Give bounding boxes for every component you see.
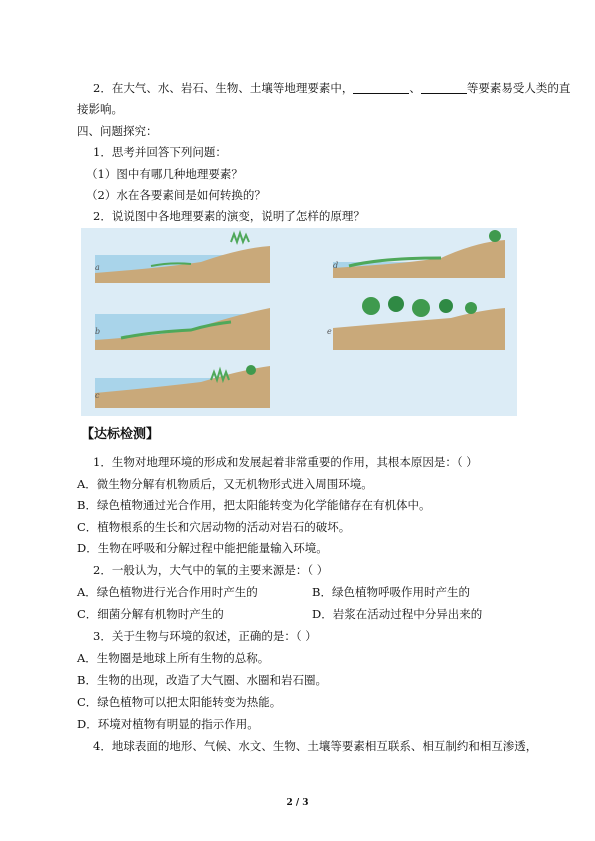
panel-e-tree-4 (439, 299, 453, 313)
panel-e-tree-5 (465, 302, 477, 314)
inquiry-question-2: 2．说说图中各地理要素的演变，说明了怎样的原理？ (93, 209, 365, 223)
test-2-option-b[interactable]: B．绿色植物呼吸作用时产生的 (312, 585, 470, 599)
question-2-suffix: 等要素易受人类的直 (466, 81, 571, 95)
question-2-continuation: 接影响。 (77, 102, 123, 116)
succession-diagram (81, 228, 517, 416)
panel-b-label: b (95, 327, 101, 336)
test-2-option-c[interactable]: C．细菌分解有机物时产生的 (77, 607, 224, 621)
panel-d-label: d (333, 261, 339, 270)
panel-e-label: e (327, 327, 332, 336)
panel-e (327, 296, 505, 350)
succession-figure (81, 228, 517, 416)
panel-e-tree-3 (412, 299, 430, 317)
blank-separator: 、 (409, 81, 421, 95)
test-1-option-c[interactable]: C．植物根系的生长和穴居动物的活动对岩石的破坏。 (77, 520, 351, 534)
panel-a (95, 233, 270, 283)
panel-c-shrub (246, 365, 256, 375)
panel-d (333, 230, 505, 278)
test-2-option-d[interactable]: D．岩浆在活动过程中分异出来的 (312, 607, 483, 621)
test-1-option-b[interactable]: B．绿色植物通过光合作用，把太阳能转变为化学能储存在有机体中。 (77, 498, 431, 512)
panel-c (95, 365, 270, 408)
test-2-option-a[interactable]: A．绿色植物进行光合作用时产生的 (77, 585, 258, 599)
inquiry-question-1: 1．思考并回答下列问题： (93, 145, 227, 159)
test-3-option-d[interactable]: D．环境对植物有明显的指示作用。 (77, 717, 259, 731)
inquiry-subquestion-1: （1）图中有哪几种地理要素？ (86, 167, 243, 181)
answer-blank-2[interactable] (421, 81, 467, 94)
panel-d-tree (489, 230, 501, 242)
panel-a-grass (231, 233, 249, 242)
panel-e-tree-1 (362, 297, 380, 315)
test-question-1: 1．生物对地理环境的形成和发展起着非常重要的作用，其根本原因是：（ ） (93, 455, 478, 469)
section-heading-inquiry: 四、问题探究： (77, 124, 158, 138)
test-3-option-b[interactable]: B．生物的出现，改造了大气圈、水圈和岩石圈。 (77, 673, 327, 687)
test-question-4: 4．地球表面的地形、气候、水文、生物、土壤等要素相互联系、相互制约和相互渗透， (93, 739, 538, 753)
test-question-3: 3．关于生物与环境的叙述，正确的是：（ ） (93, 629, 317, 643)
question-2-prefix: 2．在大气、水、岩石、生物、土壤等地理要素中， (93, 81, 354, 95)
question-2-line (93, 80, 570, 96)
test-question-2: 2．一般认为，大气中的氧的主要来源是：（ ） (93, 563, 329, 577)
panel-c-label: c (95, 391, 100, 400)
test-1-option-a[interactable]: A．微生物分解有机物质后，又无机物形式进入周围环境。 (77, 477, 373, 491)
section-heading-test: 【达标检测】 (81, 427, 160, 442)
page-number: 2 / 3 (286, 798, 309, 808)
test-3-option-a[interactable]: A．生物圈是地球上所有生物的总称。 (77, 651, 270, 665)
inquiry-subquestion-2: （2）水在各要素间是如何转换的？ (86, 188, 266, 202)
test-3-option-c[interactable]: C．绿色植物可以把太阳能转变为热能。 (77, 695, 282, 709)
test-1-option-d[interactable]: D．生物在呼吸和分解过程中能把能量输入环境。 (77, 541, 328, 555)
panel-e-tree-2 (388, 296, 404, 312)
answer-blank-1[interactable] (353, 81, 409, 94)
panel-b (95, 308, 270, 350)
panel-a-label: a (95, 263, 100, 272)
